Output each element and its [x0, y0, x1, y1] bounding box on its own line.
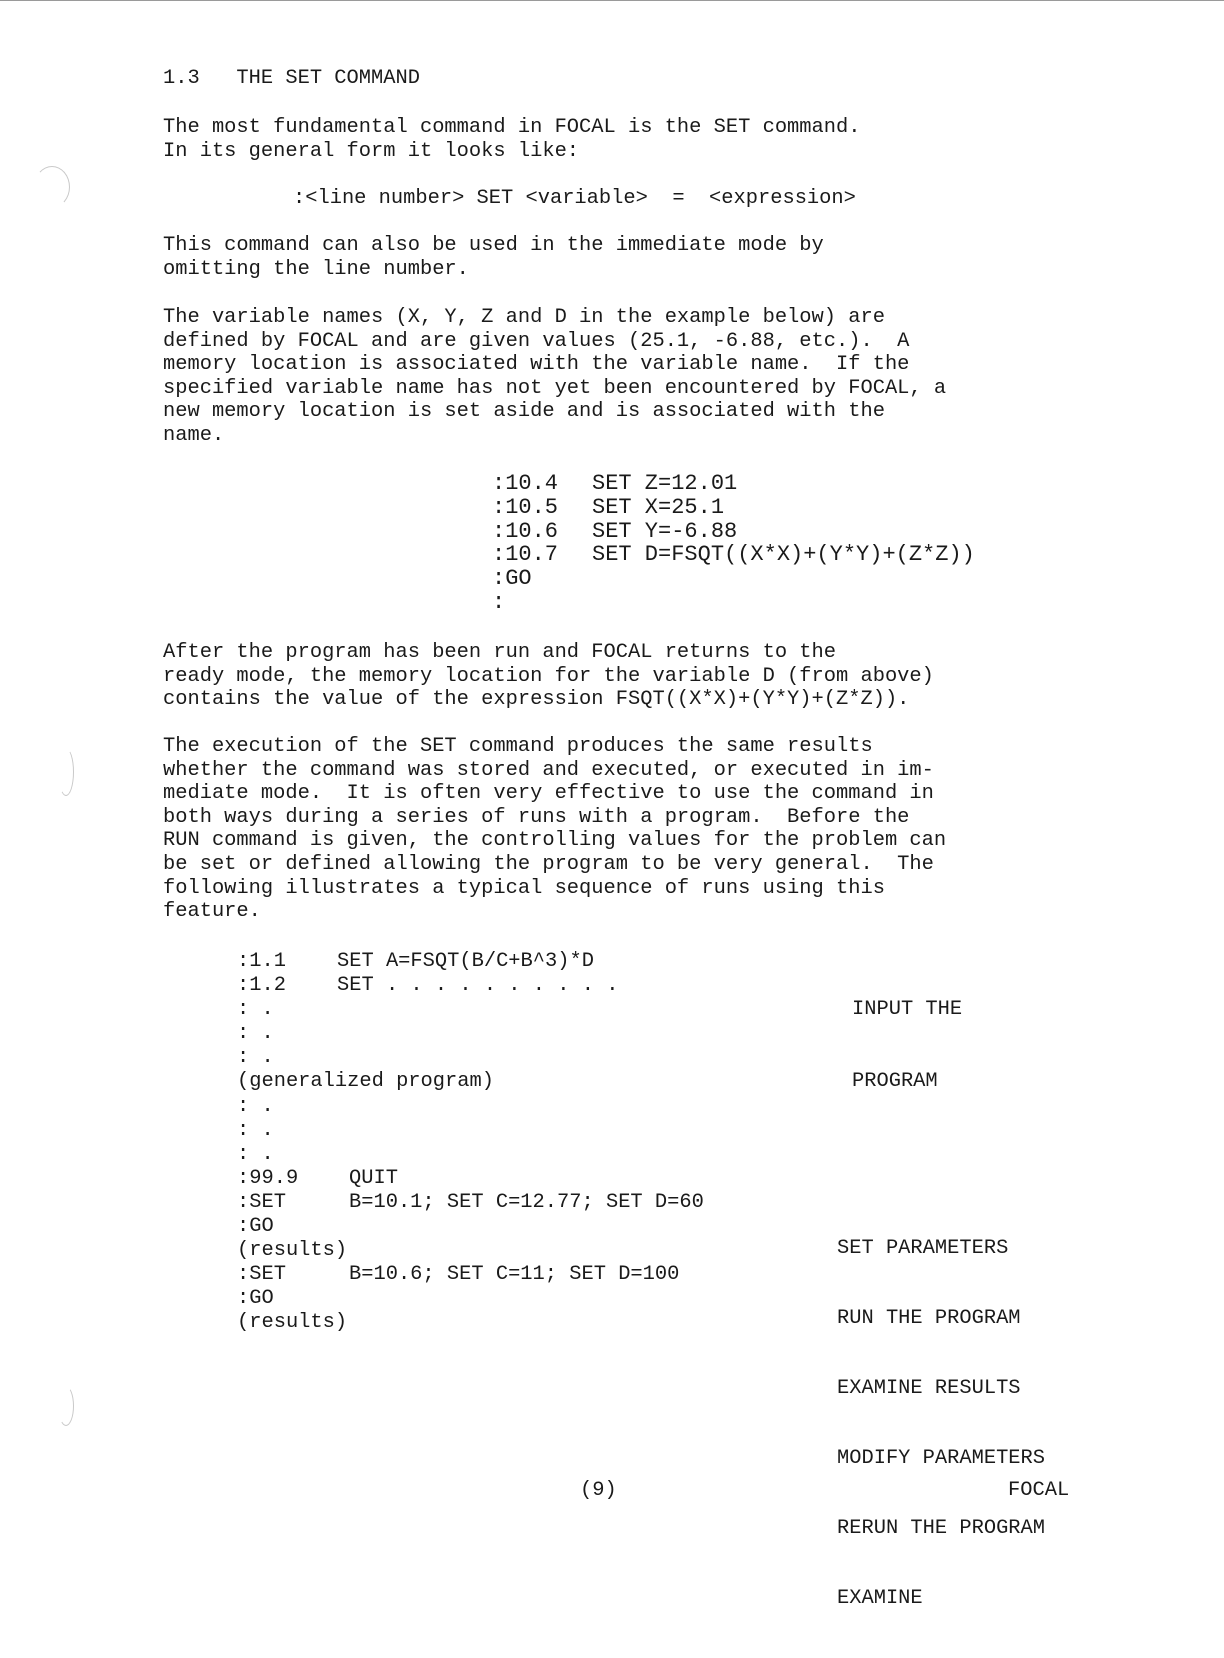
line-number: :1.2 — [237, 974, 286, 998]
code-line — [492, 496, 975, 520]
page-top-border — [0, 0, 1224, 1]
text-line: In its general form it looks like: — [163, 139, 580, 163]
note-line: EXAMINE RESULTS — [837, 1377, 1021, 1401]
code-line — [237, 1095, 704, 1119]
code-line — [237, 1119, 704, 1143]
code-line — [492, 567, 975, 591]
command: (results) — [237, 1239, 348, 1263]
code-line — [237, 1070, 704, 1094]
code-line — [237, 1239, 704, 1263]
code-line — [237, 950, 704, 974]
command: :SET — [237, 1190, 286, 1214]
text-line: mediate mode. It is often very effective to use the command in — [163, 782, 934, 806]
note-line: PROGRAM — [852, 1070, 938, 1094]
text-line: The most fundamental command in FOCAL is the SET command. — [163, 116, 861, 139]
text-line: omitting the line number. — [163, 257, 469, 281]
generalized-program-label: (generalized program) — [237, 1070, 494, 1094]
code-line — [237, 1311, 704, 1335]
text-line: ready mode, the memory location for the variable D (from above) — [163, 664, 934, 688]
line-number: :10.5 — [492, 494, 559, 520]
note-line: INPUT THE — [852, 998, 963, 1022]
code-text: QUIT — [349, 1166, 398, 1190]
code-line — [237, 1263, 704, 1287]
syntax-line: :<line number> SET <variable> = <expression> — [293, 187, 856, 210]
text-line: specified variable name has not yet been encountered by FOCAL, a — [163, 376, 947, 400]
code-text: SET . . . . . . . . . . — [337, 974, 619, 998]
code-text: SET D=FSQT((X*X)+(Y*Y)+(Z*Z)) — [592, 542, 975, 568]
page-number: (9) — [580, 1479, 617, 1502]
text-line: both ways during a series of runs with a program. Before the — [163, 805, 910, 829]
line-number: : — [492, 589, 506, 615]
text-line: contains the value of the expression FSQT((X*X)+(Y*Y)+(Z*Z)). — [163, 688, 910, 712]
code-line — [492, 472, 975, 496]
text-line: The variable names (X, Y, Z and D in the example below) are — [163, 306, 885, 329]
command: :GO — [237, 1215, 274, 1239]
code-line — [237, 1215, 704, 1239]
text-line: After the program has been run and FOCAL returns to the — [163, 641, 837, 664]
code-text: SET X=25.1 — [592, 494, 725, 520]
note-line: EXAMINE — [837, 1587, 923, 1611]
execution-paragraph — [163, 735, 946, 924]
line-number: :10.7 — [492, 542, 559, 568]
code-line — [237, 1287, 704, 1311]
code-text: B=10.6; SET C=11; SET D=100 — [349, 1263, 680, 1287]
code-line — [237, 998, 704, 1022]
ellipsis-line: : . — [237, 1094, 274, 1118]
code-line — [492, 520, 975, 544]
text-line: feature. — [163, 900, 261, 924]
command: (results) — [237, 1311, 348, 1335]
variables-paragraph — [163, 306, 946, 448]
code-text: SET Y=-6.88 — [592, 518, 738, 544]
ellipsis-line: : . — [237, 998, 274, 1022]
step-notes — [837, 1191, 1045, 1658]
text-line: This command can also be used in the immediate mode by — [163, 234, 824, 257]
set-example-listing — [492, 472, 975, 615]
text-line: new memory location is set aside and is associated with the — [163, 400, 885, 424]
code-line — [492, 591, 975, 615]
ellipsis-line: : . — [237, 1046, 274, 1070]
line-number: :10.6 — [492, 518, 559, 544]
scan-mark — [58, 748, 74, 796]
code-line — [237, 974, 704, 998]
ellipsis-line: : . — [237, 1118, 274, 1142]
intro-paragraph — [163, 116, 860, 163]
program-note — [852, 950, 962, 1143]
command: :SET — [237, 1263, 286, 1287]
line-number: :99.9 — [237, 1166, 299, 1190]
run-sequence-listing — [237, 950, 704, 1336]
note-line: RERUN THE PROGRAM — [837, 1517, 1046, 1541]
scan-mark — [34, 166, 70, 208]
code-text: SET Z=12.01 — [592, 471, 738, 496]
immediate-mode-paragraph — [163, 234, 824, 281]
code-line — [237, 1022, 704, 1046]
text-line: The execution of the SET command produces the same results — [163, 735, 873, 758]
note-line: RUN THE PROGRAM — [837, 1307, 1021, 1331]
text-line: RUN command is given, the controlling values for the problem can — [163, 829, 947, 853]
ellipsis-line: : . — [237, 1142, 274, 1166]
command: :GO — [237, 1287, 274, 1311]
text-line: be set or defined allowing the program to be very general. The — [163, 852, 934, 876]
after-run-paragraph — [163, 641, 934, 712]
code-text: SET A=FSQT(B/C+B^3)*D — [337, 950, 594, 973]
line-number: :GO — [492, 566, 532, 592]
manual-name: FOCAL — [1008, 1479, 1070, 1502]
text-line: name. — [163, 423, 225, 447]
code-line — [492, 543, 975, 567]
note-line: SET PARAMETERS — [837, 1237, 1009, 1260]
scan-mark — [58, 1386, 74, 1426]
section-heading: 1.3 THE SET COMMAND — [163, 67, 420, 90]
code-line — [237, 1167, 704, 1191]
code-text: B=10.1; SET C=12.77; SET D=60 — [349, 1190, 704, 1214]
note-line: MODIFY PARAMETERS — [837, 1447, 1046, 1471]
text-line: defined by FOCAL and are given values (25.1, -6.88, etc.). A — [163, 329, 910, 353]
code-line — [237, 1191, 704, 1215]
code-line — [237, 1143, 704, 1167]
line-number: :10.4 — [492, 471, 559, 496]
text-line: memory location is associated with the variable name. If the — [163, 353, 910, 377]
line-number: :1.1 — [237, 950, 286, 973]
code-line — [237, 1046, 704, 1070]
text-line: following illustrates a typical sequence of runs using this — [163, 876, 885, 900]
text-line: whether the command was stored and executed, or executed in im- — [163, 758, 934, 782]
ellipsis-line: : . — [237, 1022, 274, 1046]
